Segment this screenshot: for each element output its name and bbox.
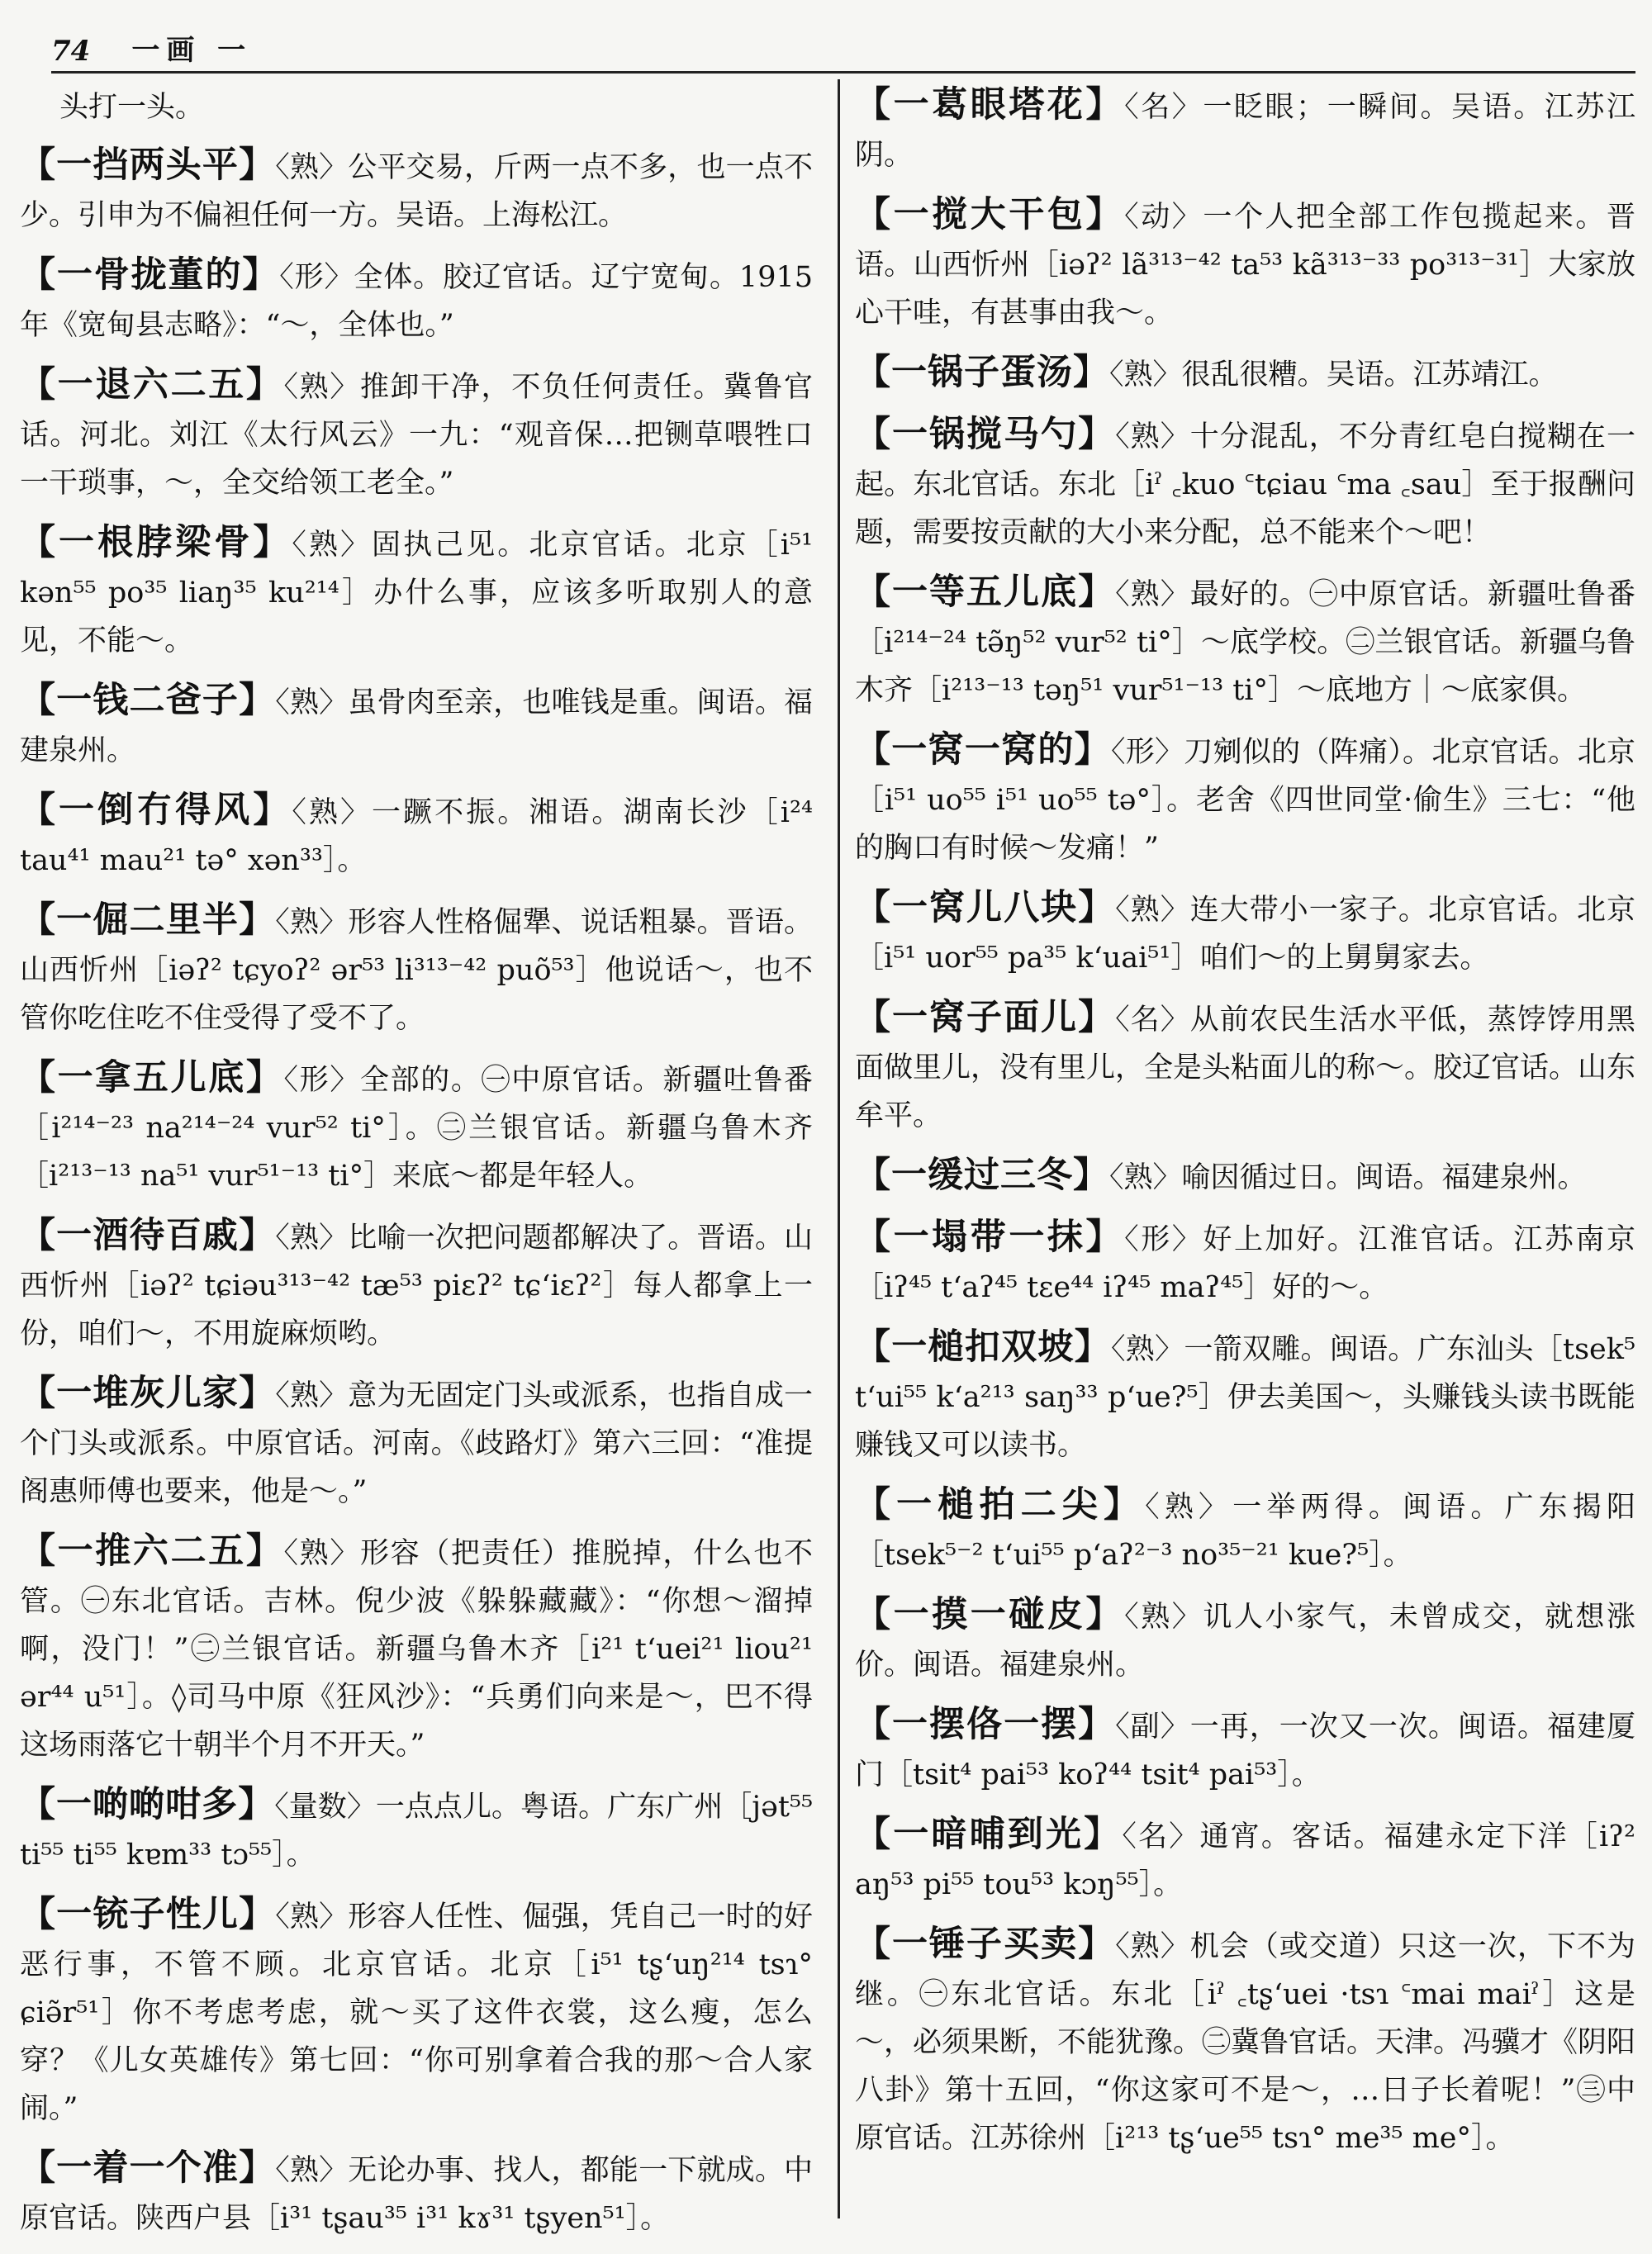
entry-definition: 〈副〉一再，一次又一次。闽语。福建厦门［tsit⁴ pai⁵³ koʔ⁴⁴ tsit⁴ pai⁵³］。 — [855, 1711, 1636, 1791]
dictionary-entry — [20, 1212, 813, 1358]
entry-term: 【一挡两头平】 — [20, 145, 276, 186]
entry-term: 【一塌带一抹】 — [855, 1217, 1125, 1258]
entry-term: 【一着一个准】 — [20, 2147, 276, 2189]
entry-definition: 〈熟〉无论办事、找人，都能一下就成。中原官话。陕西户县［i³¹ tʂau³⁵ i³¹ kɤ³¹ tʂyen⁵¹］。 — [20, 2154, 813, 2235]
entry-definition: 〈熟〉十分混乱，不分青红皂白搅糊在一起。东北官话。东北［iˀ ꜀kuo ꜂tɕiau ꜂ma ꜀sau］至于报酬问题，需要按贡献的大小来分配，总不能来个～吧！ — [855, 420, 1636, 549]
entry-definition: 〈熟〉一箭双雕。闽语。广东汕头［tsek⁵ tʻui⁵⁵ kʻa²¹³ saŋ³³ pʻue?⁵］伊去美国～，头赚钱头读书既能赚钱又可以读书。 — [855, 1333, 1635, 1462]
dictionary-entry — [20, 896, 813, 1042]
entry-term: 【一退六二五】 — [20, 364, 284, 406]
dictionary-entry — [855, 1213, 1635, 1312]
right-column — [855, 81, 1635, 2174]
dictionary-entry — [20, 361, 813, 507]
dictionary-entry — [855, 1591, 1635, 1689]
entry-term: 【一葛眼塔花】 — [855, 84, 1125, 126]
left-column — [20, 81, 813, 2254]
entry-term: 【一推六二五】 — [20, 1530, 284, 1572]
dictionary-entry — [855, 568, 1635, 714]
dictionary-entry — [20, 1054, 813, 1200]
entry-term: 【一槌扣双坡】 — [855, 1326, 1111, 1368]
entry-term: 【一酒待百戚】 — [20, 1215, 276, 1256]
entry-definition: 〈熟〉推卸干净，不负任何责任。冀鲁官话。河北。刘江《太行风云》一九：“观音保…把铡草喂牲口一干琐事，～，全交给领工老全。” — [20, 371, 814, 500]
entry-term: 【一倔二里半】 — [20, 899, 276, 941]
entry-definition: 〈形〉好上加好。江淮官话。江苏南京［iʔ⁴⁵ tʻaʔ⁴⁵ tɛe⁴⁴ iʔ⁴⁵ maʔ⁴⁵］好的～。 — [855, 1223, 1635, 1304]
entry-term: 【一锅搅马勺】 — [855, 414, 1116, 455]
entry-term: 【一等五儿底】 — [855, 572, 1116, 613]
dictionary-entry — [20, 676, 813, 775]
entry-term: 【一骨拢董的】 — [20, 254, 280, 296]
entry-definition: 〈熟〉机会（或交道）只这一次，下不为继。㊀东北官话。东北［iˀ ꜀tʂʻuei ·tsɿ ꜂mai maiˀ］这是～，必须果断，不能犹豫。㊁冀鲁官话。天津。冯骥才《阴阳八卦》第十五回，“你这家可不是～，…日子长着呢！”㊂中原官话。江苏徐州［i²¹³ tʂʻue⁵⁵ tsɿ° me³⁵ me°］。 — [855, 1930, 1636, 2155]
entry-definition: 〈熟〉喻因循过日。闽语。福建泉州。 — [1109, 1161, 1587, 1194]
dictionary-entry — [20, 1369, 813, 1516]
entry-term: 【一槌拍二尖】 — [855, 1484, 1146, 1526]
dictionary-entry — [855, 1701, 1635, 1799]
entry-term: 【一窝儿八块】 — [855, 887, 1116, 928]
entry-definition: 〈熟〉很乱很糟。吴语。江苏靖江。 — [1109, 358, 1558, 391]
dictionary-entry — [20, 141, 813, 240]
entry-definition: 〈名〉通宵。客话。福建永定下洋［iʔ² aŋ⁵³ pi⁵⁵ tou⁵³ kɔŋ⁵⁵］。 — [855, 1820, 1635, 1901]
entry-definition: 〈熟〉固执己见。北京官话。北京［i⁵¹ kən⁵⁵ po³⁵ liaŋ³⁵ ku²¹⁴］办什么事，应该多听取别人的意见，不能～。 — [20, 529, 814, 657]
entry-definition: 〈熟〉连大带小一家子。北京官话。北京［i⁵¹ uor⁵⁵ pa³⁵ kʻuai⁵¹］咱们～的上舅舅家去。 — [855, 894, 1636, 975]
dictionary-entry — [855, 410, 1635, 557]
entry-definition: 〈熟〉公平交易，斤两一点不多，也一点不少。引申为不偏袒任何一方。吴语。上海松江。 — [20, 151, 813, 232]
header-rule — [51, 71, 1635, 74]
entry-term: 【一搅大干包】 — [855, 194, 1125, 235]
dictionary-entry — [855, 1810, 1635, 1909]
dictionary-entry — [20, 519, 813, 665]
entry-term: 【一锅子蛋汤】 — [855, 352, 1109, 393]
entry-definition: 〈熟〉讥人小家气，未曾成交，就想涨价。闽语。福建泉州。 — [855, 1601, 1635, 1682]
entry-definition: 〈熟〉一举两得。闽语。广东揭阳［tsek⁵⁻² tʻui⁵⁵ pʻaʔ²⁻³ no³⁵⁻²¹ kue?⁵］。 — [855, 1491, 1635, 1572]
entry-definition: 〈形〉全部的。㊀中原官话。新疆吐鲁番［i²¹⁴⁻²³ na²¹⁴⁻²⁴ vur⁵² ti°］。㊁兰银官话。新疆乌鲁木齐［i²¹³⁻¹³ na⁵¹ vur⁵¹⁻¹³ ti°］来底～都是年轻人。 — [20, 1064, 814, 1193]
dictionary-entry — [855, 1151, 1635, 1202]
entry-definition: 〈熟〉意为无固定门头或派系，也指自成一个门头或派系。中原官话。河南。《歧路灯》第六三回：“准提阁惠师傅也要来，他是～。” — [20, 1379, 813, 1508]
entry-definition: 〈熟〉比喻一次把问题都解决了。晋语。山西忻州［iəʔ² tɕiəu³¹³⁻⁴² tæ⁵³ piεʔ² tɕʻiεʔ²］每人都拿上一份，咱们～，不用旋麻烦哟。 — [20, 1222, 813, 1350]
entry-term: 【一铳子性儿】 — [20, 1894, 276, 1935]
entry-term: 【一摸一碰皮】 — [855, 1594, 1125, 1635]
dictionary-entry — [855, 349, 1635, 399]
dictionary-entry — [20, 251, 813, 349]
section-title: 一画 一 — [131, 34, 253, 67]
entry-term: 【一窝子面儿】 — [855, 997, 1116, 1038]
dictionary-entry — [20, 786, 813, 885]
dictionary-entry — [855, 1920, 1635, 2162]
entry-definition: 〈量数〉一点点儿。粤语。广东广州［jət⁵⁵ ti⁵⁵ ti⁵⁵ kɐm³³ tɔ⁵⁵］。 — [20, 1791, 813, 1872]
entry-term: 【一暗晡到光】 — [855, 1814, 1123, 1855]
entry-definition: 〈名〉从前农民生活水平低，蒸饽饽用黑面做里儿，没有里儿，全是头粘面儿的称～。胶辽官话。山东牟平。 — [855, 1004, 1636, 1132]
dictionary-entry — [20, 81, 813, 131]
entry-term: 【一堆灰儿家】 — [20, 1373, 276, 1414]
entry-term: 【一窝一窝的】 — [855, 729, 1111, 771]
entry-definition: 〈熟〉最好的。㊀中原官话。新疆吐鲁番［i²¹⁴⁻²⁴ tə̃ŋ⁵² vur⁵² ti°］～底学校。㊁兰银官话。新疆乌鲁木齐［i²¹³⁻¹³ təŋ⁵¹ vur⁵¹⁻¹³ ti°］～底地方｜～底家俱。 — [855, 578, 1636, 707]
entry-definition: 〈熟〉形容人任性、倔强，凭自己一时的好恶行事，不管不顾。北京官话。北京［i⁵¹ tʂʻuŋ²¹⁴ tsɿ° ɕiə̃r⁵¹］你不考虑考虑，就～买了这件衣裳，这么瘦，怎么穿？《儿女英雄传》第七回：“你可别拿着合我的那～合人家闹。” — [20, 1900, 813, 2125]
entry-definition: 〈熟〉形容人性格倔犟、说话粗暴。晋语。山西忻州［iəʔ² tɕyoʔ² ər⁵³ li³¹³⁻⁴² puõ⁵³］他说话～，也不管你吃住吃不住受得了受不了。 — [20, 906, 813, 1035]
entry-definition: 〈形〉刀剜似的（阵痛）。北京官话。北京［i⁵¹ uo⁵⁵ i⁵¹ uo⁵⁵ tə°］。老舍《四世同堂·偷生》三七：“他的胸口有时候～发痛！” — [855, 736, 1635, 865]
dictionary-entry — [855, 1481, 1635, 1579]
dictionary-entry — [855, 191, 1635, 337]
dictionary-entry — [20, 1781, 813, 1879]
page-number: 74 — [51, 35, 91, 68]
entry-definition: 〈熟〉一蹶不振。湘语。湖南长沙［i²⁴ tau⁴¹ mau²¹ tə° xən³³］。 — [20, 796, 814, 877]
entry-definition: 头打一头。 — [59, 91, 205, 124]
dictionary-entry — [20, 2144, 813, 2242]
entry-definition: 〈形〉全体。胶辽官话。辽宁宽甸。1915年《宽甸县志略》：“～，全体也。” — [20, 261, 813, 342]
entry-term: 【一拿五儿底】 — [20, 1057, 284, 1099]
entry-term: 【一摆佫一摆】 — [855, 1704, 1116, 1745]
dictionary-entry — [855, 726, 1635, 872]
entry-term: 【一锤子买卖】 — [855, 1924, 1116, 1965]
entry-term: 【一缓过三冬】 — [855, 1155, 1109, 1196]
entry-term: 【一根脖梁骨】 — [20, 522, 292, 563]
column-divider — [838, 79, 840, 2218]
entry-definition: 〈动〉一个人把全部工作包揽起来。晋语。山西忻州［iəʔ² lã³¹³⁻⁴² ta⁵³ kã³¹³⁻³³ po³¹³⁻³¹］大家放心干哇，有甚事由我～。 — [855, 201, 1635, 330]
dictionary-entry — [20, 1527, 813, 1769]
dictionary-entry — [855, 884, 1635, 982]
entry-term: 【一啲啲咁多】 — [20, 1784, 275, 1825]
entry-definition: 〈名〉一眨眼；一瞬间。吴语。江苏江阴。 — [855, 91, 1635, 172]
entry-term: 【一倒冇得风】 — [20, 790, 292, 831]
dictionary-entry — [855, 1323, 1635, 1469]
entry-definition: 〈熟〉虽骨肉至亲，也唯钱是重。闽语。福建泉州。 — [20, 686, 813, 767]
dictionary-entry — [20, 1891, 813, 2133]
page-header — [51, 18, 1637, 68]
dictionary-entry — [855, 994, 1635, 1140]
entry-definition: 〈熟〉形容（把责任）推脱掉，什么也不管。㊀东北官话。吉林。倪少波《躲躲藏藏》：“你想～溜掉啊，没门！”㊁兰银官话。新疆乌鲁木齐［i²¹ tʻuei²¹ liou²¹ ər⁴⁴ u⁵¹］。◊司马中原《狂风沙》：“兵勇们向来是～，巴不得这场雨落它十朝半个月不开天。” — [20, 1537, 814, 1762]
dictionary-entry — [855, 81, 1635, 179]
entry-term: 【一钱二爸子】 — [20, 680, 276, 721]
